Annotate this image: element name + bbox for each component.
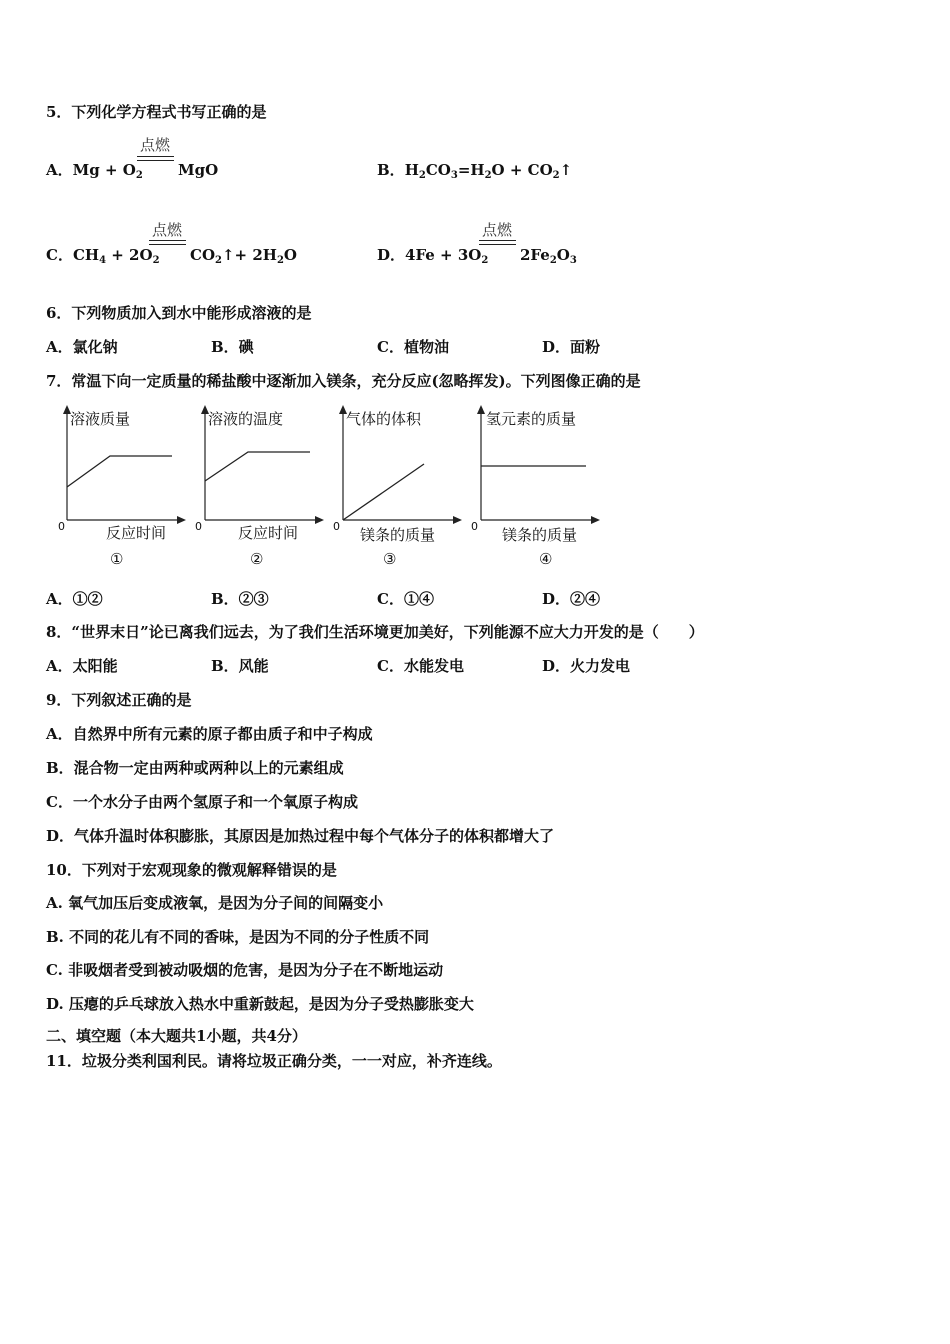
q5d-condition: 点燃 xyxy=(481,221,512,239)
graph-2-xlabel: 反应时间 xyxy=(238,524,299,542)
graph-2-origin: 0 xyxy=(195,520,202,533)
q5-option-b: B．$H_2CO_3=H_2O$ + $CO_2↑$ xyxy=(377,161,573,181)
q5c-products: $CO_2↑+ 2H_2O$ xyxy=(190,246,297,266)
q6-option-b: B．碘 xyxy=(211,338,254,356)
graph-1-ylabel: 溶液质量 xyxy=(70,410,131,428)
q7-stem: 7．常温下向一定质量的稀盐酸中逐渐加入镁条，充分反应(忽略挥发)。下列图像正确的是 xyxy=(46,372,641,390)
graph-3-xlabel: 镁条的质量 xyxy=(360,526,436,544)
graph-4-xlabel: 镁条的质量 xyxy=(502,526,578,544)
q6-option-a: A．氯化钠 xyxy=(46,338,118,356)
graph-2-ylabel: 溶液的温度 xyxy=(208,410,284,428)
q5d-products: $2Fe_2O_3$ xyxy=(520,246,577,266)
q5c-condition: 点燃 xyxy=(151,221,182,239)
q7-option-d: D．②④ xyxy=(542,590,601,608)
q6-option-d: D．面粉 xyxy=(542,338,601,356)
graph-2-curve xyxy=(205,452,310,481)
q6-stem: 6．下列物质加入到水中能形成溶液的是 xyxy=(46,304,312,322)
q9-option-a: A．自然界中所有元素的原子都由质子和中子构成 xyxy=(46,725,373,743)
q10-option-c: C. 非吸烟者受到被动吸烟的危害，是因为分子在不断地运动 xyxy=(46,961,444,979)
q10-option-d: D. 压瘪的乒乓球放入热水中重新鼓起，是因为分子受热膨胀变大 xyxy=(46,995,474,1013)
q5a-product: MgO xyxy=(178,161,219,179)
q9-option-d: D．气体升温时体积膨胀，其原因是加热过程中每个气体分子的体积都增大了 xyxy=(46,827,555,845)
q5d-equals-bar xyxy=(479,240,516,245)
q6-option-c: C．植物油 xyxy=(377,338,449,356)
q5a-condition: 点燃 xyxy=(139,136,170,154)
q5a-equals-bar xyxy=(137,156,174,161)
q5c-equals-bar xyxy=(149,240,186,245)
q10-option-b: B. 不同的花儿有不同的香味，是因为不同的分子性质不同 xyxy=(46,928,430,946)
q7-option-c: C．①④ xyxy=(377,590,434,608)
q5-option-c: C．$CH_4 + 2O_2$ xyxy=(46,246,160,266)
graph-1-origin: 0 xyxy=(58,520,65,533)
q7-option-a: A．①② xyxy=(46,590,103,608)
graph-3-origin: 0 xyxy=(333,520,340,533)
q9-stem: 9．下列叙述正确的是 xyxy=(46,691,192,709)
q8-option-b: B．风能 xyxy=(211,657,269,675)
q10-stem: 10．下列对于宏观现象的微观解释错误的是 xyxy=(46,861,337,879)
section-2-heading: 二、填空题（本大题共1小题，共4分） xyxy=(46,1027,307,1045)
q9-option-c: C．一个水分子由两个氢原子和一个氧原子构成 xyxy=(46,793,358,811)
q9-option-b: B．混合物一定由两种或两种以上的元素组成 xyxy=(46,759,344,777)
q5-stem: 5．下列化学方程式书写正确的是 xyxy=(46,103,267,121)
graph-3-number: ③ xyxy=(383,550,397,568)
graph-3-ylabel: 气体的体积 xyxy=(346,410,422,428)
q8-option-c: C．水能发电 xyxy=(377,657,464,675)
q11-stem: 11．垃圾分类利国利民。请将垃圾正确分类，一一对应，补齐连线。 xyxy=(46,1052,502,1070)
graph-1-number: ① xyxy=(110,550,124,568)
graph-1-curve xyxy=(67,456,172,487)
graph-1-xlabel: 反应时间 xyxy=(106,524,167,542)
q5-option-d: D．$4Fe + 3O_2$ xyxy=(377,246,489,266)
q10-option-a: A. 氧气加压后变成液氧，是因为分子间的间隔变小 xyxy=(46,894,384,912)
q8-option-d: D．火力发电 xyxy=(542,657,631,675)
graph-2-number: ② xyxy=(250,550,264,568)
graph-4-number: ④ xyxy=(539,550,553,568)
graph-3-curve xyxy=(343,464,424,520)
q8-option-a: A．太阳能 xyxy=(46,657,118,675)
graph-4-origin: 0 xyxy=(471,520,478,533)
graph-4-ylabel: 氢元素的质量 xyxy=(486,410,577,428)
q8-stem: 8．“世界末日”论已离我们远去，为了我们生活环境更加美好，下列能源不应大力开发的是（ ） xyxy=(46,623,704,641)
q5-option-a: A．$Mg + O_2$ xyxy=(46,161,143,181)
q7-option-b: B．②③ xyxy=(211,590,269,608)
